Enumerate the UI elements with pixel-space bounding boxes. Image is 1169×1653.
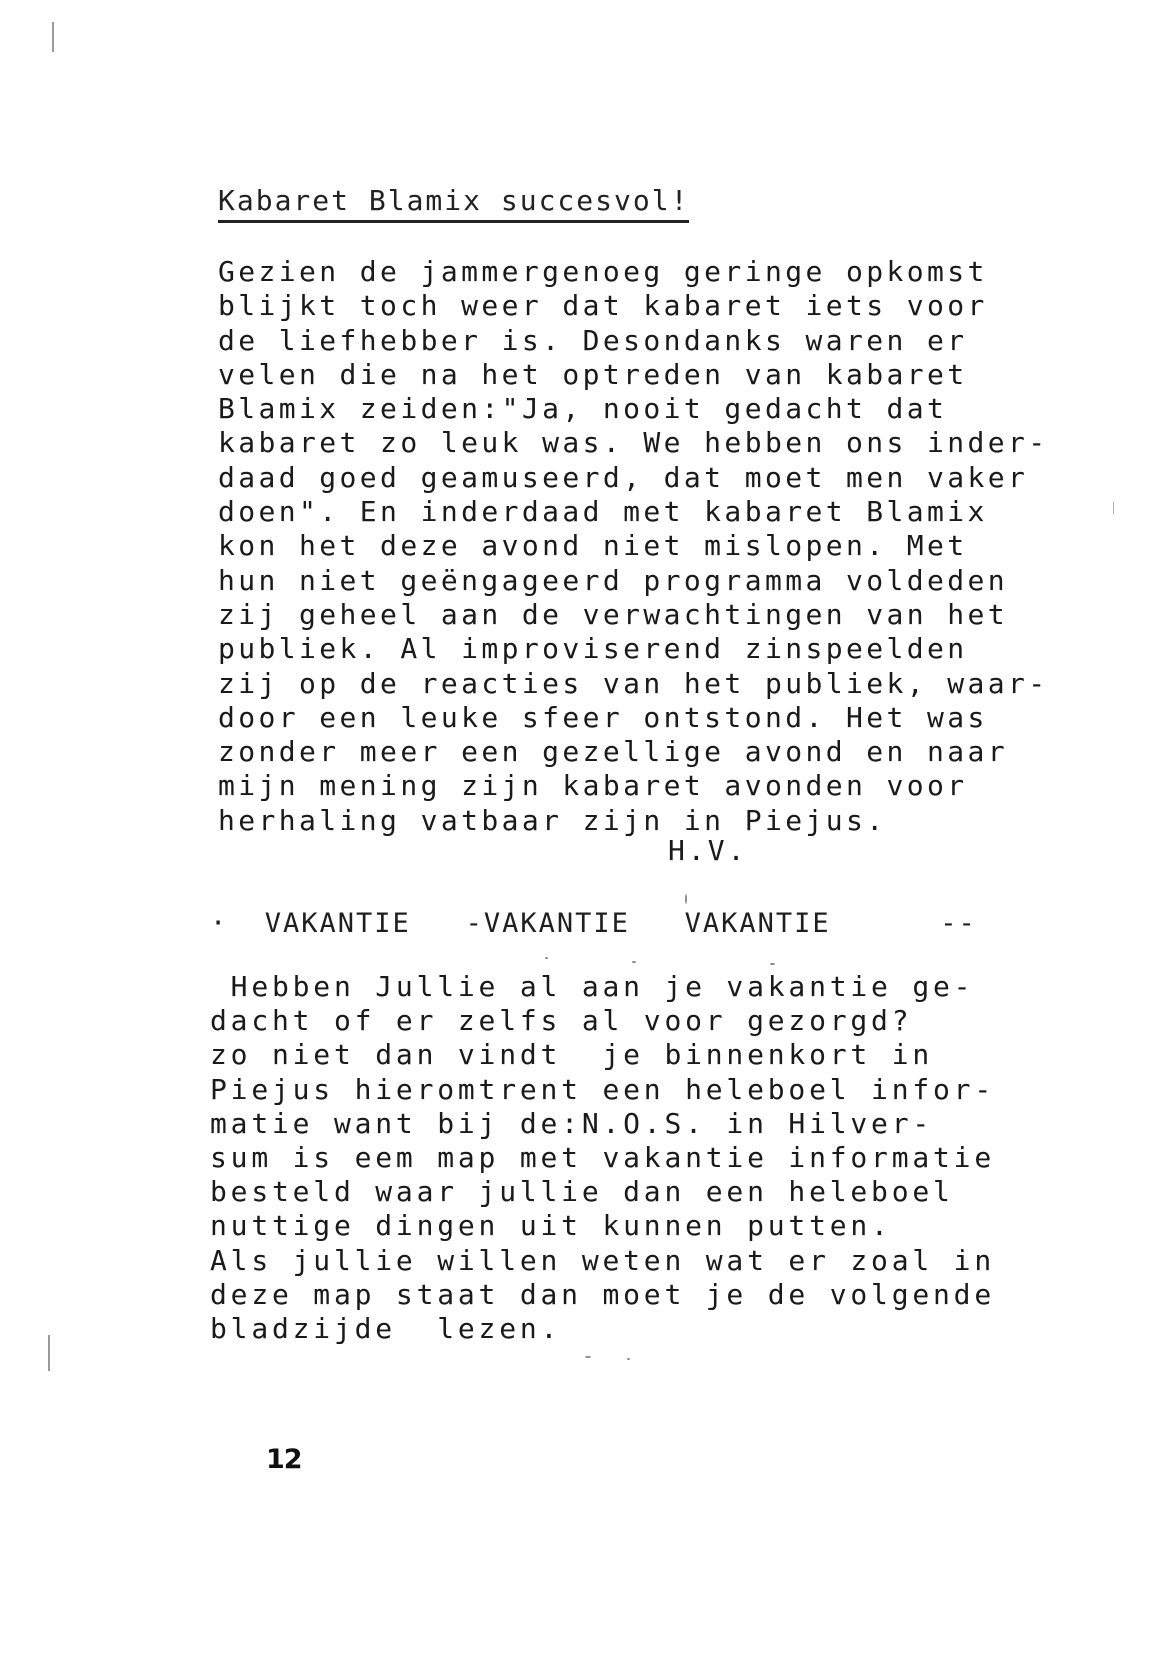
article-title: Kabaret Blamix succesvol!: [218, 184, 689, 223]
vakantie-line: Piejus hieromtrent een heleboel infor-: [210, 1072, 995, 1106]
article-line: velen die na het optreden van kabaret: [218, 357, 968, 391]
vakantie-body: [210, 970, 1090, 1346]
vakantie-line: sum is eem map met vakantie informatie: [210, 1140, 995, 1174]
scan-speck: [770, 963, 775, 965]
vakantie-line: deze map staat dan moet je de volgende: [210, 1277, 995, 1311]
vakantie-heading: · VAKANTIE -VAKANTIE VAKANTIE --: [210, 908, 977, 939]
article-line: zonder meer een gezellige avond en naar: [218, 735, 1009, 769]
vakantie-line: Als jullie willen weten wat er zoal in: [210, 1243, 995, 1277]
article-line: daad goed geamuseerd, dat moet men vaker: [218, 460, 1029, 494]
article-line: Gezien de jammergenoeg geringe opkomst: [218, 255, 988, 288]
page-number: 12: [266, 1444, 302, 1475]
article-line: zij op de reacties van het publiek, waar-: [218, 666, 1049, 700]
scan-speck: [627, 1358, 630, 1360]
article-line: herhaling vatbaar zijn in Piejus.: [218, 803, 887, 837]
scan-mark-right: [1113, 502, 1114, 514]
article-line: kon het deze avond niet mislopen. Met: [218, 529, 968, 563]
vakantie-line: besteld waar jullie dan een heleboel: [210, 1175, 954, 1209]
scan-speck: [632, 961, 636, 963]
scan-speck: [685, 894, 687, 904]
article-line: doen". En inderdaad met kabaret Blamix: [218, 495, 988, 529]
vakantie-line: dacht of er zelfs al voor gezorgd?: [210, 1004, 913, 1038]
article-line: kabaret zo leuk was. We hebben ons inder-: [218, 426, 1049, 460]
article-signature: H.V.: [668, 834, 748, 867]
vakantie-line: Hebben Jullie al aan je vakantie ge-: [210, 970, 975, 1003]
vakantie-line: nuttige dingen uit kunnen putten.: [210, 1209, 892, 1243]
article-line: publiek. Al improviserend zinspeelden: [218, 632, 968, 666]
article-line: door een leuke sfeer ontstond. Het was: [218, 700, 988, 734]
vakantie-line: matie want bij de:N.O.S. in Hilver-: [210, 1106, 934, 1140]
article-line: de liefhebber is. Desondanks waren er: [218, 323, 968, 357]
vakantie-line: zo niet dan vindt je binnenkort in: [210, 1038, 934, 1072]
article-line: zij geheel aan de verwachtingen van het: [218, 597, 1009, 631]
article-line: mijn mening zijn kabaret avonden voor: [218, 769, 968, 803]
punch-hole-mark-bottom: [48, 1335, 50, 1371]
punch-hole-mark-top: [52, 22, 54, 52]
article-line: blijkt toch weer dat kabaret iets voor: [218, 289, 988, 323]
scan-speck: [585, 1356, 591, 1358]
article-line: Blamix zeiden:"Ja, nooit gedacht dat: [218, 392, 948, 426]
article-body: [218, 255, 1078, 838]
vakantie-line: bladzijde lezen.: [210, 1311, 562, 1345]
scan-speck: [545, 957, 548, 959]
article-line: hun niet geëngageerd programma voldeden: [218, 563, 1009, 597]
